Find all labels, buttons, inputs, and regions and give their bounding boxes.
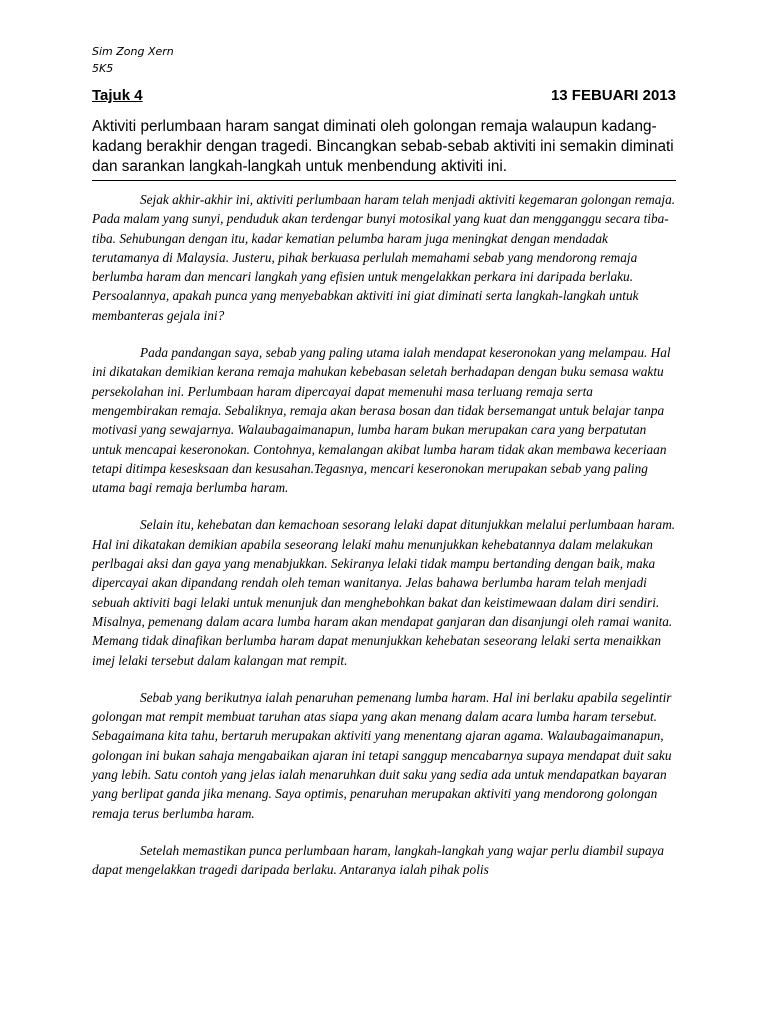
essay-paragraph-4: Sebab yang berikutnya ialah penaruhan pemenang lumba haram. Hal ini berlaku apabila segelintir golongan mat rempit membuat taruhan atas siapa yang akan menang dalam acara lumba haram tersebut. Sebagaimana kita tahu, bertaruh merupakan aktiviti yang menentang ajaran agama. Walaubagaimanapun, golongan ini bukan sahaja mengabaikan ajaran ini tetapi sanggup mencabarnya supaya mendapat duit saku yang lebih. Satu contoh yang jelas ialah menaruhkan duit saku yang sedia ada untuk mendapatkan bayaran yang berlipat ganda jika menang. Saya optimis, penaruhan merupakan aktiviti yang mendorong golongan remaja terus berlumba haram. bbox=[92, 689, 672, 821]
essay-paragraph-3: Selain itu, kehebatan dan kemachoan sesorang lelaki dapat ditunjukkan melalui perlumbaan haram. Hal ini dikatakan demikian apabila seseorang lelaki mahu menunjukkan kehebatannya dalam melakukan perlbagai aksi dan gaya yang menabjukkan. Sekiranya lelaki tidak mampu bertanding dengan baik, maka dipercayai akan dipandang rendah oleh teman wanitanya. Jelas bahawa berlumba haram telah menjadi sebuah aktiviti bagi lelaki untuk menunjuk dan menghebohkan bakat dan keistimewaan dalam diri sendiri. Misalnya, pemenang dalam acara lumba haram akan mendapat ganjaran dan disanjungi oleh ramai wanita. Memang tidak dinafikan berlumba haram dapat menunjukkan kehebatan seseorang lelaki serta menaikkan imej lelaki tersebut dalam kalangan mat rempit. bbox=[92, 517, 676, 668]
essay-question: Aktiviti perlumbaan haram sangat diminati oleh golongan remaja walaupun kadang-kadang berakhir dengan tragedi. Bincangkan sebab-sebab aktiviti ini semakin diminati dan sarankan langkah-langkah untuk menbendung aktiviti ini. bbox=[92, 117, 676, 181]
essay-paragraph-1: Sejak akhir-akhir ini, aktiviti perlumbaan haram telah menjadi aktiviti kegemaran golongan remaja. Pada malam yang sunyi, penduduk akan terdengar bunyi motosikal yang kuat dan mengganggu secara tiba-tiba. Sehubungan dengan itu, kadar kematian pelumba haram juga meningkat dengan mendadak terutamanya di Malaysia. Justeru, pihak berkuasa perlulah memahami sebab yang mendorong remaja berlumba haram dan mencari langkah yang efisien untuk mengelakkan perkara ini daripada berlaku. Persoalannya, apakah punca yang menyebabkan aktiviti ini giat diminati serta langkah-langkah untuk membanteras gejala ini? bbox=[92, 192, 676, 323]
author-class: 5K5 bbox=[92, 62, 114, 75]
author-name: Sim Zong Xern bbox=[92, 45, 174, 58]
essay-body bbox=[92, 190, 676, 898]
title-row bbox=[92, 86, 676, 106]
topic-title: Tajuk 4 bbox=[92, 87, 143, 104]
essay-paragraph-5: Setelah memastikan punca perlumbaan haram, langkah-langkah yang wajar perlu diambil supaya dapat mengelakkan tragedi daripada berlaku. Antaranya ialah pihak polis bbox=[92, 842, 665, 878]
essay-date: 13 FEBUARI 2013 bbox=[550, 87, 676, 104]
author-block bbox=[92, 43, 174, 77]
essay-paragraph-2: Pada pandangan saya, sebab yang paling utama ialah mendapat keseronokan yang melampau. Hal ini dikatakan demikian kerana remaja mahukan kebebasan seletah berhadapan dengan buku semasa waktu persekolahan ini. Perlumbaan haram dipercayai dapat memenuhi masa terluang remaja serta mengembirakan remaja. Sebaliknya, remaja akan berasa bosan dan tidak bersemangat untuk belajar tanpa motivasi yang sewajarnya. Walaubagaimanapun, lumba haram bukan merupakan cara yang berpatutan untuk mencapai keseronokan. Contohnya, kemalangan akibat lumba haram tidak akan membawa keceriaan tetapi ditimpa kesesksaan dan kesusahan.Tegasnya, mencari keseronokan merupakan sebab yang paling utama bagi remaja berlumba haram. bbox=[92, 345, 671, 496]
